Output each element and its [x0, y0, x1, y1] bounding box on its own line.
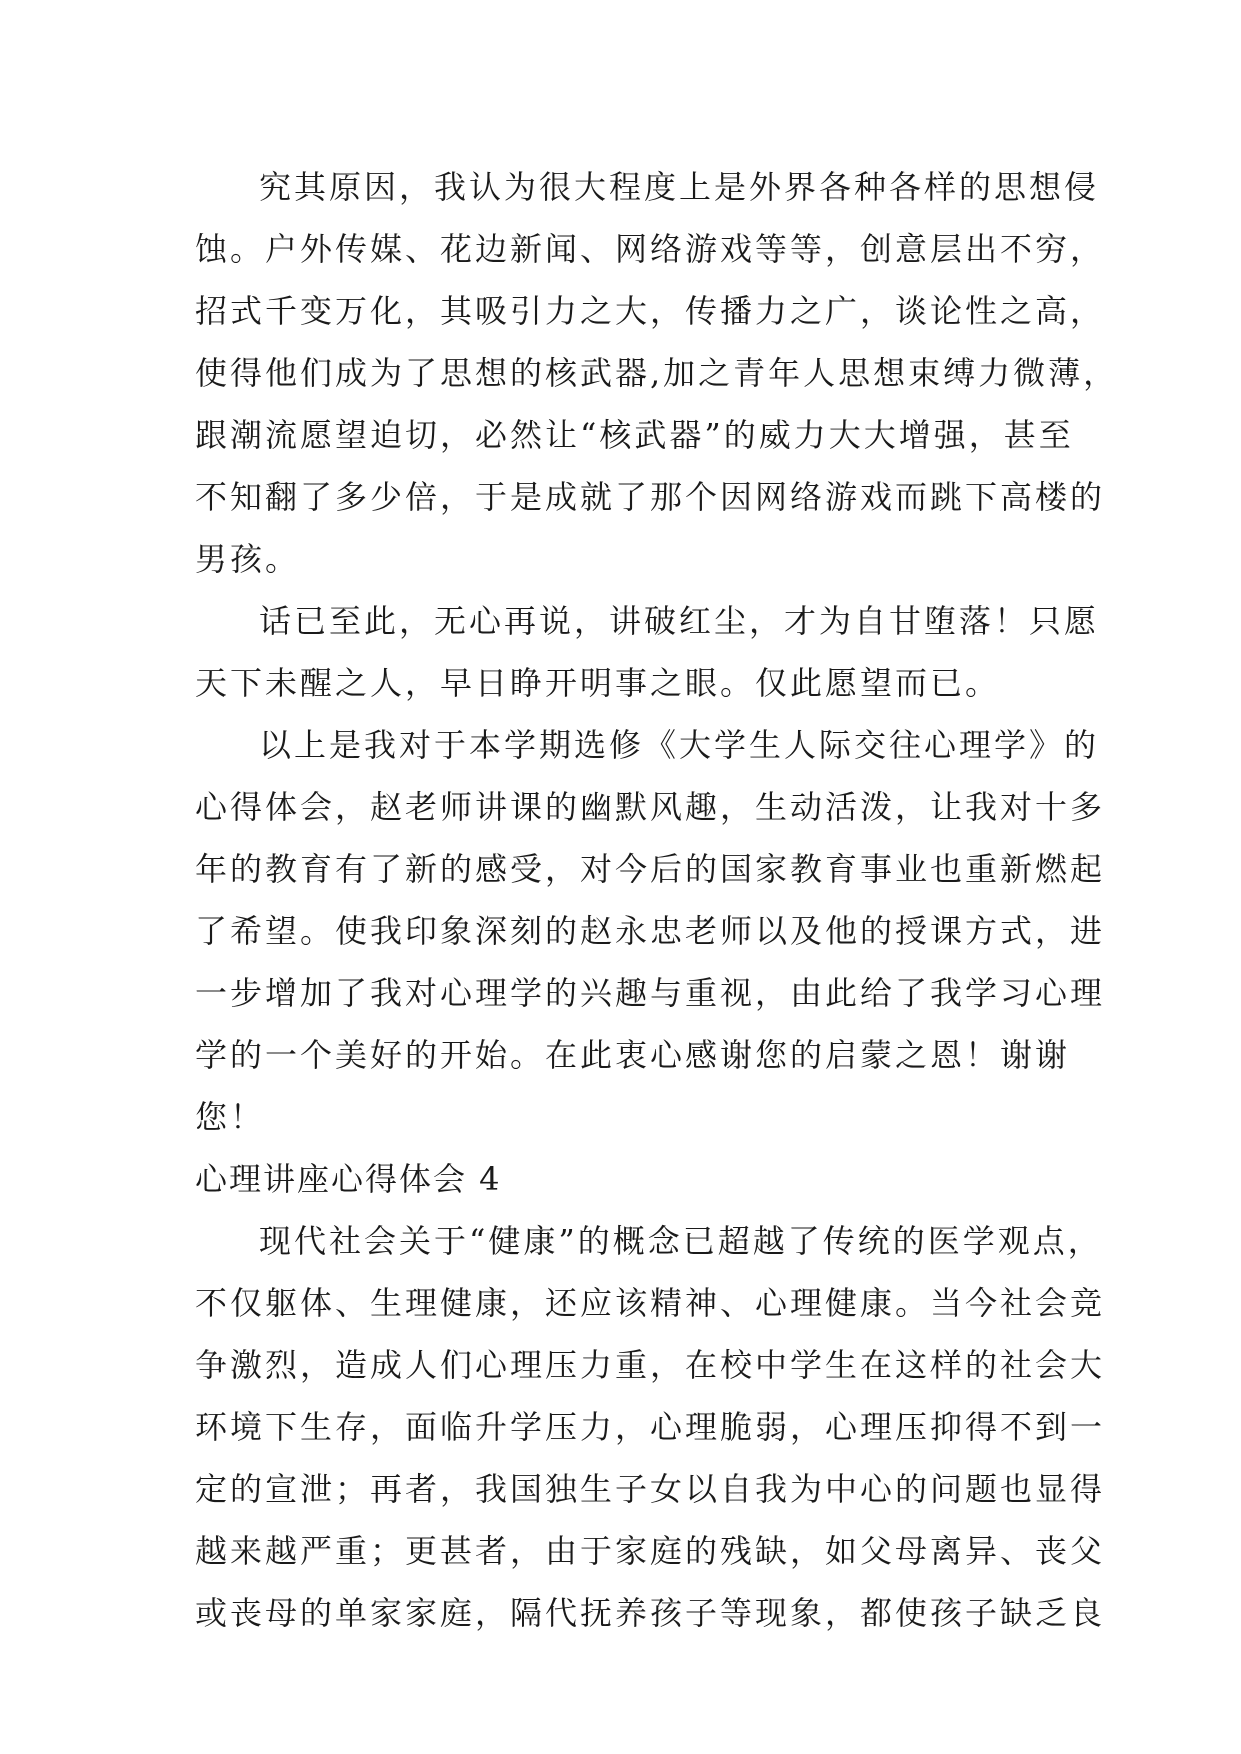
- section-heading: 心理讲座心得体会 4: [195, 1160, 502, 1198]
- paragraph-line: 或丧母的单家家庭，隔代抚养孩子等现象，都使孩子缺乏良: [195, 1594, 1106, 1632]
- paragraph-line: 不知翻了多少倍，于是成就了那个因网络游戏而跳下高楼的: [195, 478, 1106, 516]
- paragraph-line: 了希望。使我印象深刻的赵永忠老师以及他的授课方式，进: [195, 912, 1106, 950]
- paragraph-line: 话已至此，无心再说，讲破红尘，才为自甘堕落！只愿: [259, 602, 1100, 640]
- paragraph-line: 究其原因，我认为很大程度上是外界各种各样的思想侵: [259, 168, 1100, 206]
- paragraph-line: 定的宣泄；再者，我国独生子女以自我为中心的问题也显得: [195, 1470, 1106, 1508]
- paragraph-line: 跟潮流愿望迫切，必然让“核武器”的威力大大增强，甚至: [195, 416, 1074, 454]
- paragraph-line: 以上是我对于本学期选修《大学生人际交往心理学》的: [259, 726, 1100, 764]
- paragraph-line: 男孩。: [195, 540, 301, 578]
- paragraph-line: 天下未醒之人，早日睁开明事之眼。仅此愿望而已。: [195, 664, 1001, 702]
- paragraph-line: 您！: [195, 1098, 266, 1136]
- paragraph-line: 越来越严重；更甚者，由于家庭的残缺，如父母离异、丧父: [195, 1532, 1106, 1570]
- paragraph-line: 年的教育有了新的感受，对今后的国家教育事业也重新燃起: [195, 850, 1106, 888]
- paragraph-line: 招式千变万化，其吸引力之大，传播力之广，谈论性之高，: [195, 292, 1106, 330]
- paragraph-line: 争激烈，造成人们心理压力重，在校中学生在这样的社会大: [195, 1346, 1106, 1384]
- paragraph-line: 学的一个美好的开始。在此衷心感谢您的启蒙之恩！谢谢: [195, 1036, 1071, 1074]
- paragraph-line: 蚀。户外传媒、花边新闻、网络游戏等等，创意层出不穷，: [195, 230, 1106, 268]
- paragraph-line: 心得体会，赵老师讲课的幽默风趣，生动活泼，让我对十多: [195, 788, 1106, 826]
- paragraph-line: 不仅躯体、生理健康，还应该精神、心理健康。当今社会竞: [195, 1284, 1106, 1322]
- paragraph-line: 现代社会关于“健康”的概念已超越了传统的医学观点，: [259, 1222, 1103, 1260]
- paragraph-line: 一步增加了我对心理学的兴趣与重视，由此给了我学习心理: [195, 974, 1106, 1012]
- paragraph-line: 使得他们成为了思想的核武器,加之青年人思想束缚力微薄，: [195, 354, 1119, 392]
- paragraph-line: 环境下生存，面临升学压力，心理脆弱，心理压抑得不到一: [195, 1408, 1106, 1446]
